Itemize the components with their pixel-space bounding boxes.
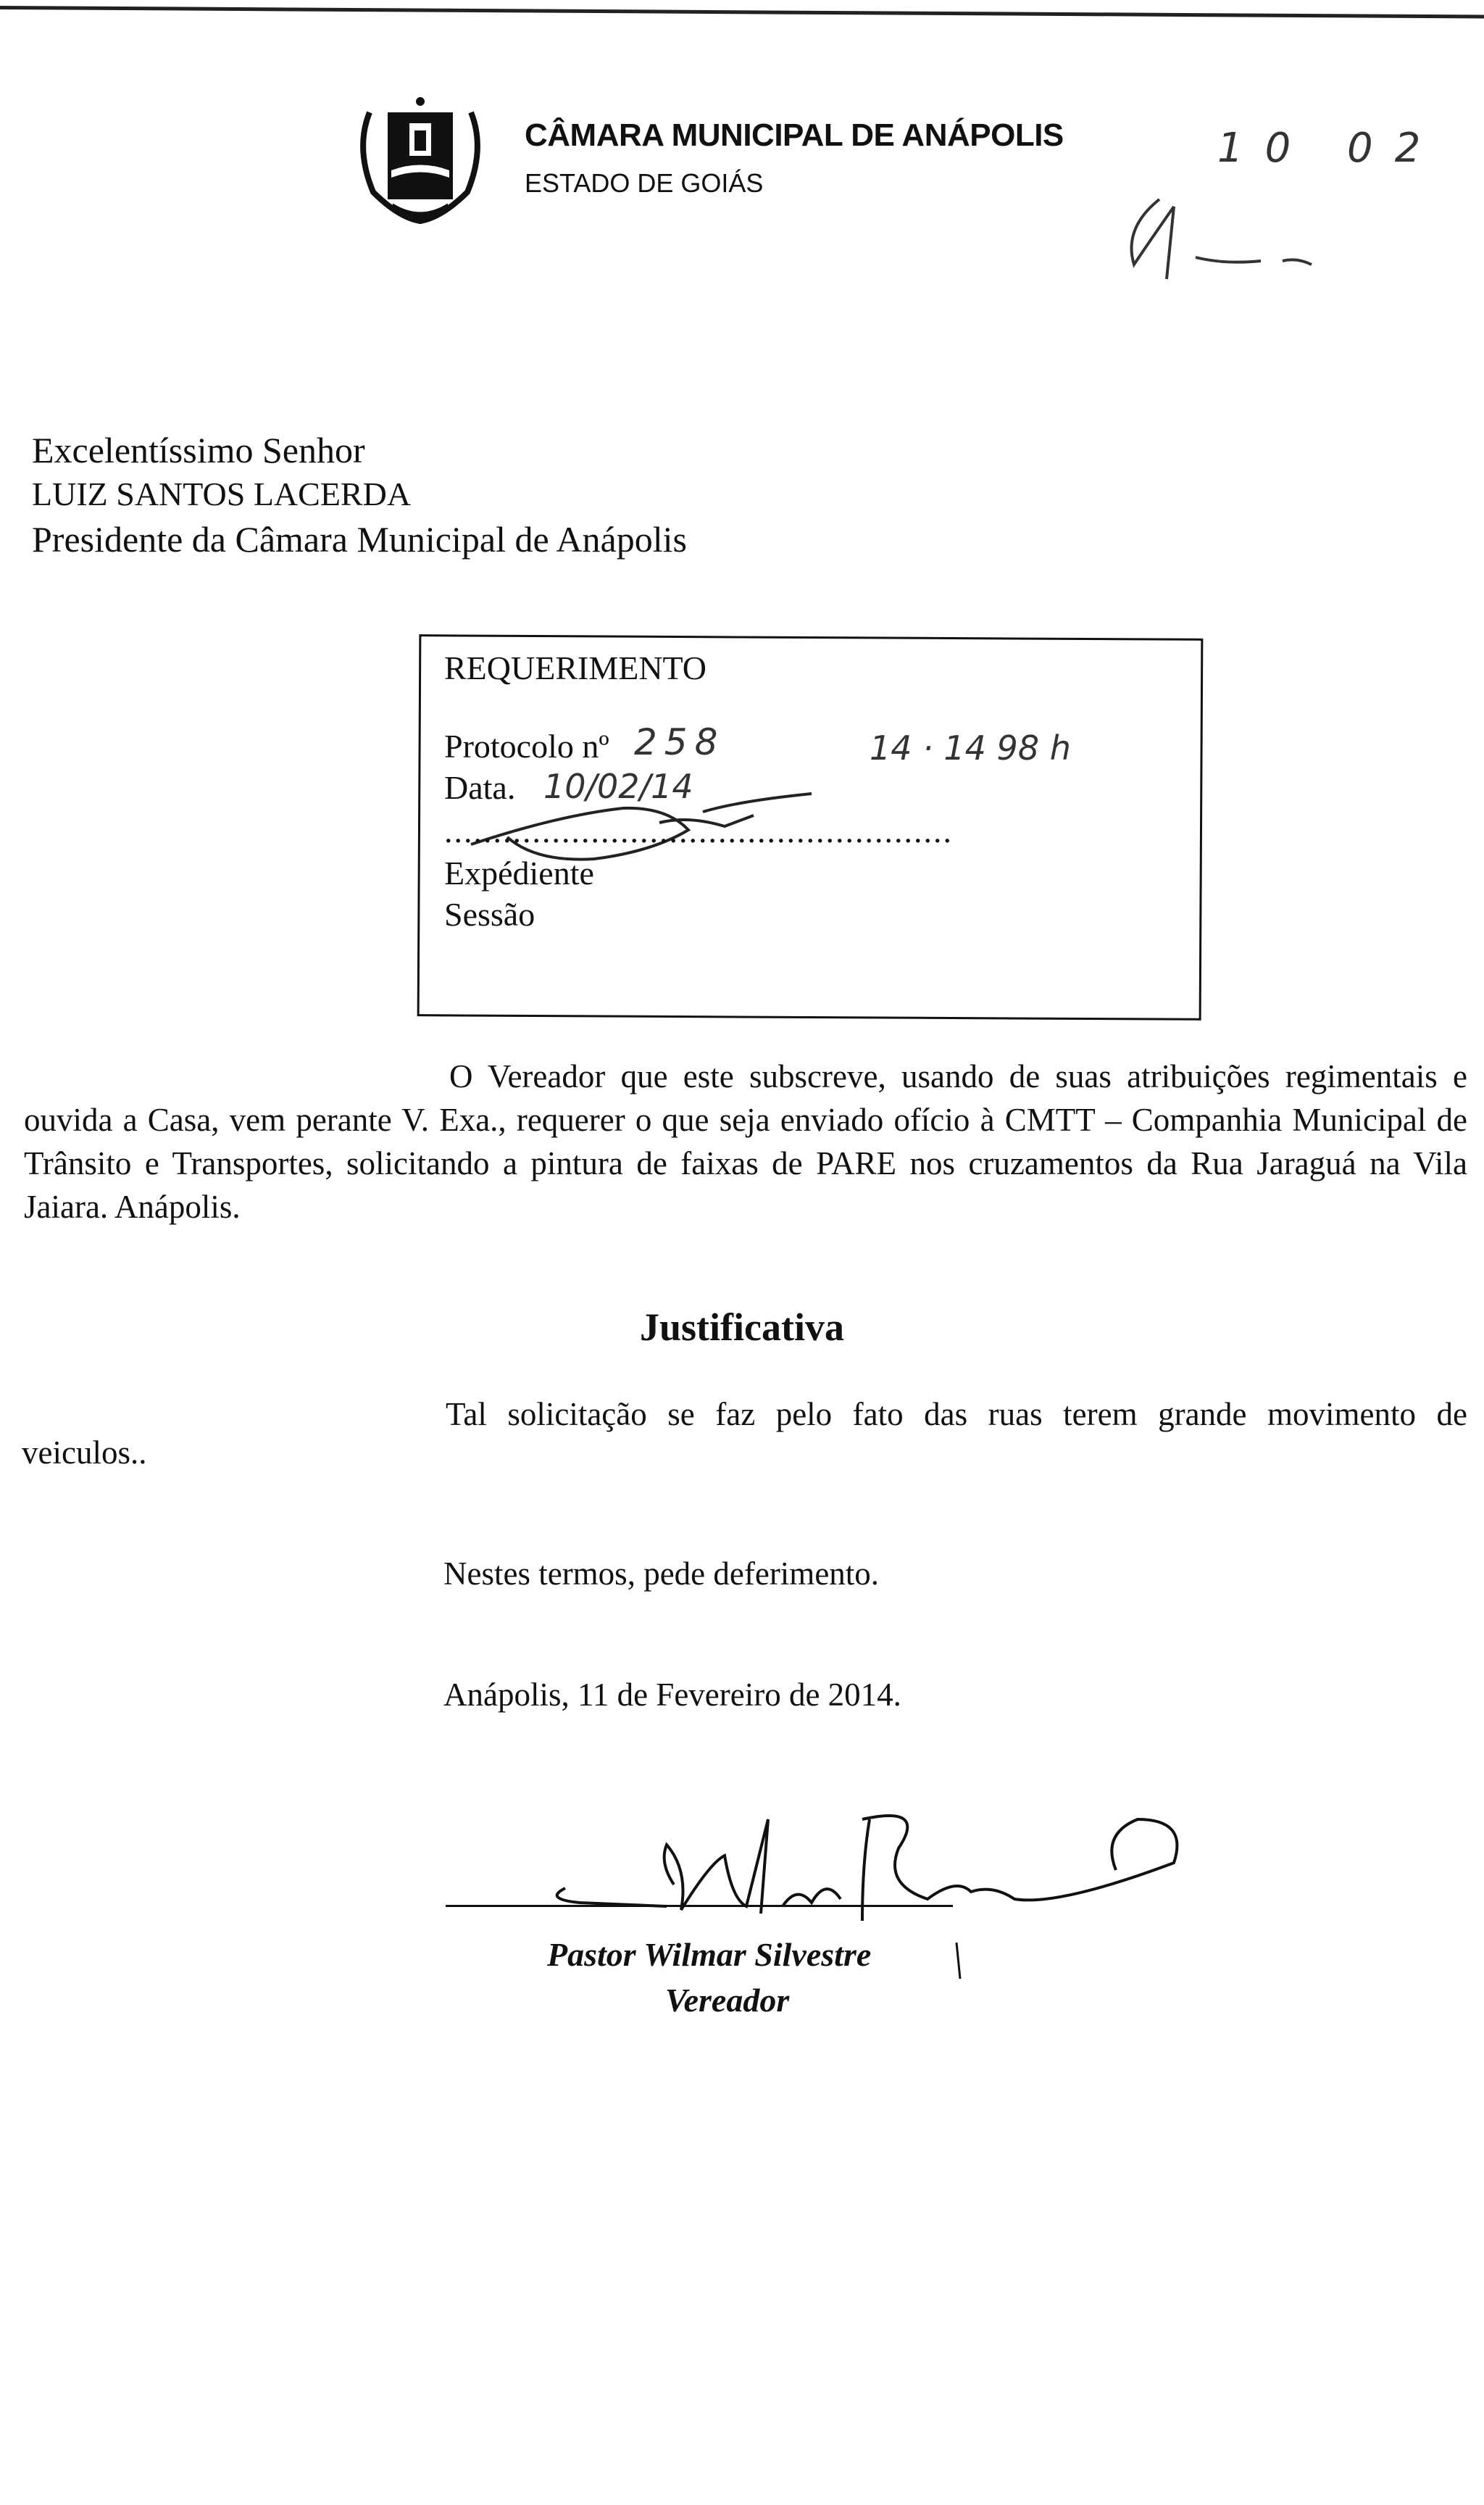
institution-title: CÂMARA MUNICIPAL DE ANÁPOLIS [525, 117, 1064, 153]
coat-of-arms-logo [348, 83, 493, 225]
institution-subtitle: ESTADO DE GOIÁS [525, 168, 764, 198]
handwritten-time-note: 14 · 14 98 h [870, 728, 1071, 768]
signatory-name: Pastor Wilmar Silvestre [547, 1936, 872, 1973]
protocolo-label: Protocolo nº [444, 728, 609, 765]
dotted-line: .................................................... [444, 813, 953, 849]
scan-top-border [0, 6, 1484, 19]
data-value: 10/02/14 [543, 767, 693, 806]
request-paragraph: O Vereador que este subscreve, usando de suas atribuições regimentais e ouvida a Casa, vem perante V. Exa., requerer o que seja enviado ofício à CMTT – Companhia Municipal de Trânsito e Transportes, solicitando a pintura de faixas de PARE nos cruzamentos da Rua Jaraguá na Vila Jaiara. Anápolis. [24, 1058, 1467, 1225]
data-label: Data. [444, 769, 516, 806]
justification-line-2: veiculos.. [22, 1434, 147, 1471]
handwritten-date-annotation: 10 02 [1217, 125, 1443, 172]
sessao-label: Sessão [444, 896, 535, 933]
justification-line-1: Tal solicitação se faz pelo fato das ruas terem grande movimento de [446, 1396, 1467, 1432]
signatory-title: Vereador [665, 1982, 790, 2019]
protocolo-value: 258 [634, 721, 725, 763]
recipient-role: Presidente da Câmara Municipal de Anápolis [32, 519, 687, 560]
signature-line [446, 1905, 953, 1907]
date-line: Anápolis, 11 de Fevereiro de 2014. [443, 1677, 901, 1713]
recipient-name: LUIZ SANTOS LACERDA [32, 475, 412, 512]
closing-text: Nestes termos, pede deferimento. [443, 1555, 880, 1592]
requerimento-heading: REQUERIMENTO [444, 649, 707, 686]
expediente-label: Expédiente [444, 855, 594, 892]
justification-heading: Justificativa [640, 1305, 844, 1349]
salutation: Excelentíssimo Senhor [32, 430, 365, 470]
handwritten-initials [1116, 185, 1391, 286]
